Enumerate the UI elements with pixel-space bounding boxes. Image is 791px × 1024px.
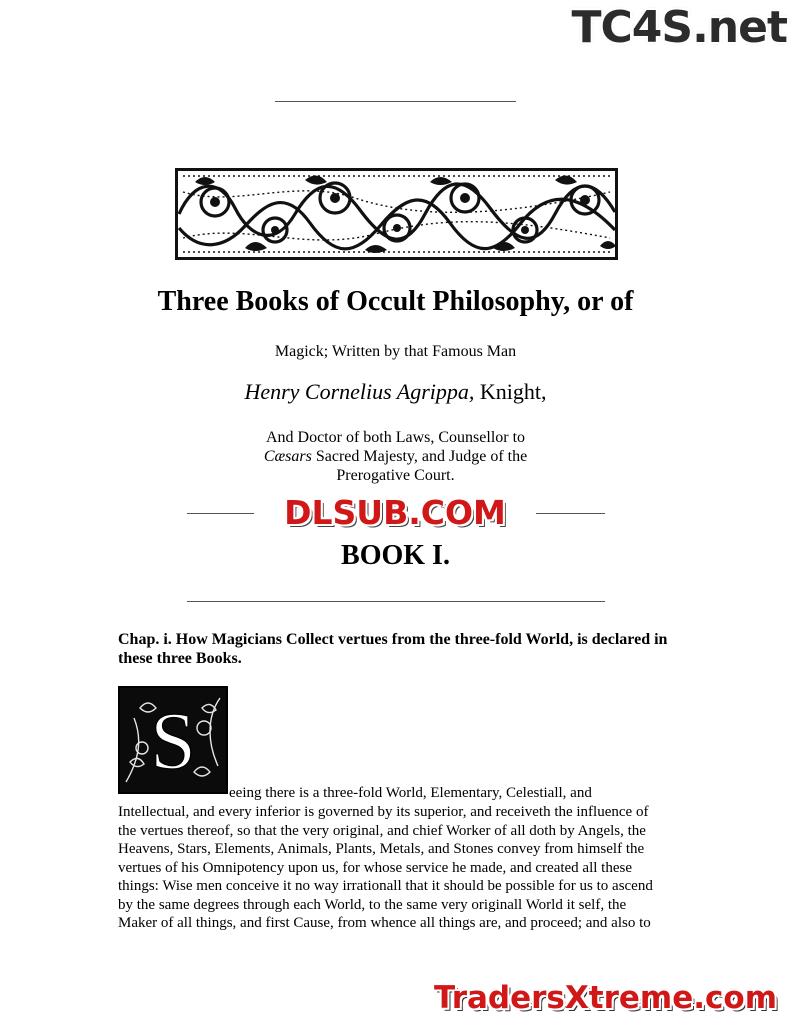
watermark-tradersxtreme: TradersXtreme.com [433, 980, 777, 1016]
author-rank: Knight, [474, 379, 547, 404]
credentials-line-2 [200, 447, 591, 466]
author-credentials [200, 428, 591, 485]
lower-rule [187, 601, 605, 602]
watermark-tc4s: TC4S.net [571, 2, 787, 53]
author-line [0, 379, 791, 405]
ornamental-woodcut-banner [175, 168, 618, 260]
author-name: Henry Cornelius Agrippa, [244, 379, 475, 404]
credentials-line-2-rest: Sacred Majesty, and Judge of the [311, 448, 528, 465]
watermark-dlsub: DLSUB.COM [254, 494, 536, 530]
credentials-caesars: Cæsars [263, 448, 312, 465]
drop-cap-letter: S [150, 695, 196, 786]
body-paragraph: Intellectual, and every inferior is governed by its superior, and receiveth the influence of the vertues thereof, so that the very original, and chief Worker of all doth by Angels, the Heavens, Stars, Elements, Animals, Plants, Metals, and Stones convey from himself the vertues of his Omnipotency upon us, for whose service he made, and created all these things: Wise men conceive it no way irrationall that it should be possible for us to ascend by the same degrees through each World, to the same very originall World it self, the Maker of all things, and first Cause, from whence all things are, and proceed; and also to [118, 804, 653, 931]
credentials-line-3: Prerogative Court. [336, 467, 455, 484]
subtitle: Magick; Written by that Famous Man [274, 343, 517, 360]
book-heading: BOOK I. [341, 540, 450, 571]
book-title: Three Books of Occult Philosophy, or of [157, 286, 634, 317]
credentials-line-1: And Doctor of both Laws, Counsellor to [265, 429, 526, 446]
body-first-line: eeing there is a three-fold World, Elementary, Celestiall, and [229, 785, 592, 801]
top-rule [275, 101, 516, 102]
drop-cap-illuminated-letter [118, 686, 228, 794]
chapter-heading: Chap. i. How Magicians Collect vertues from the three-fold World, is declared in these three Books. [118, 631, 668, 667]
